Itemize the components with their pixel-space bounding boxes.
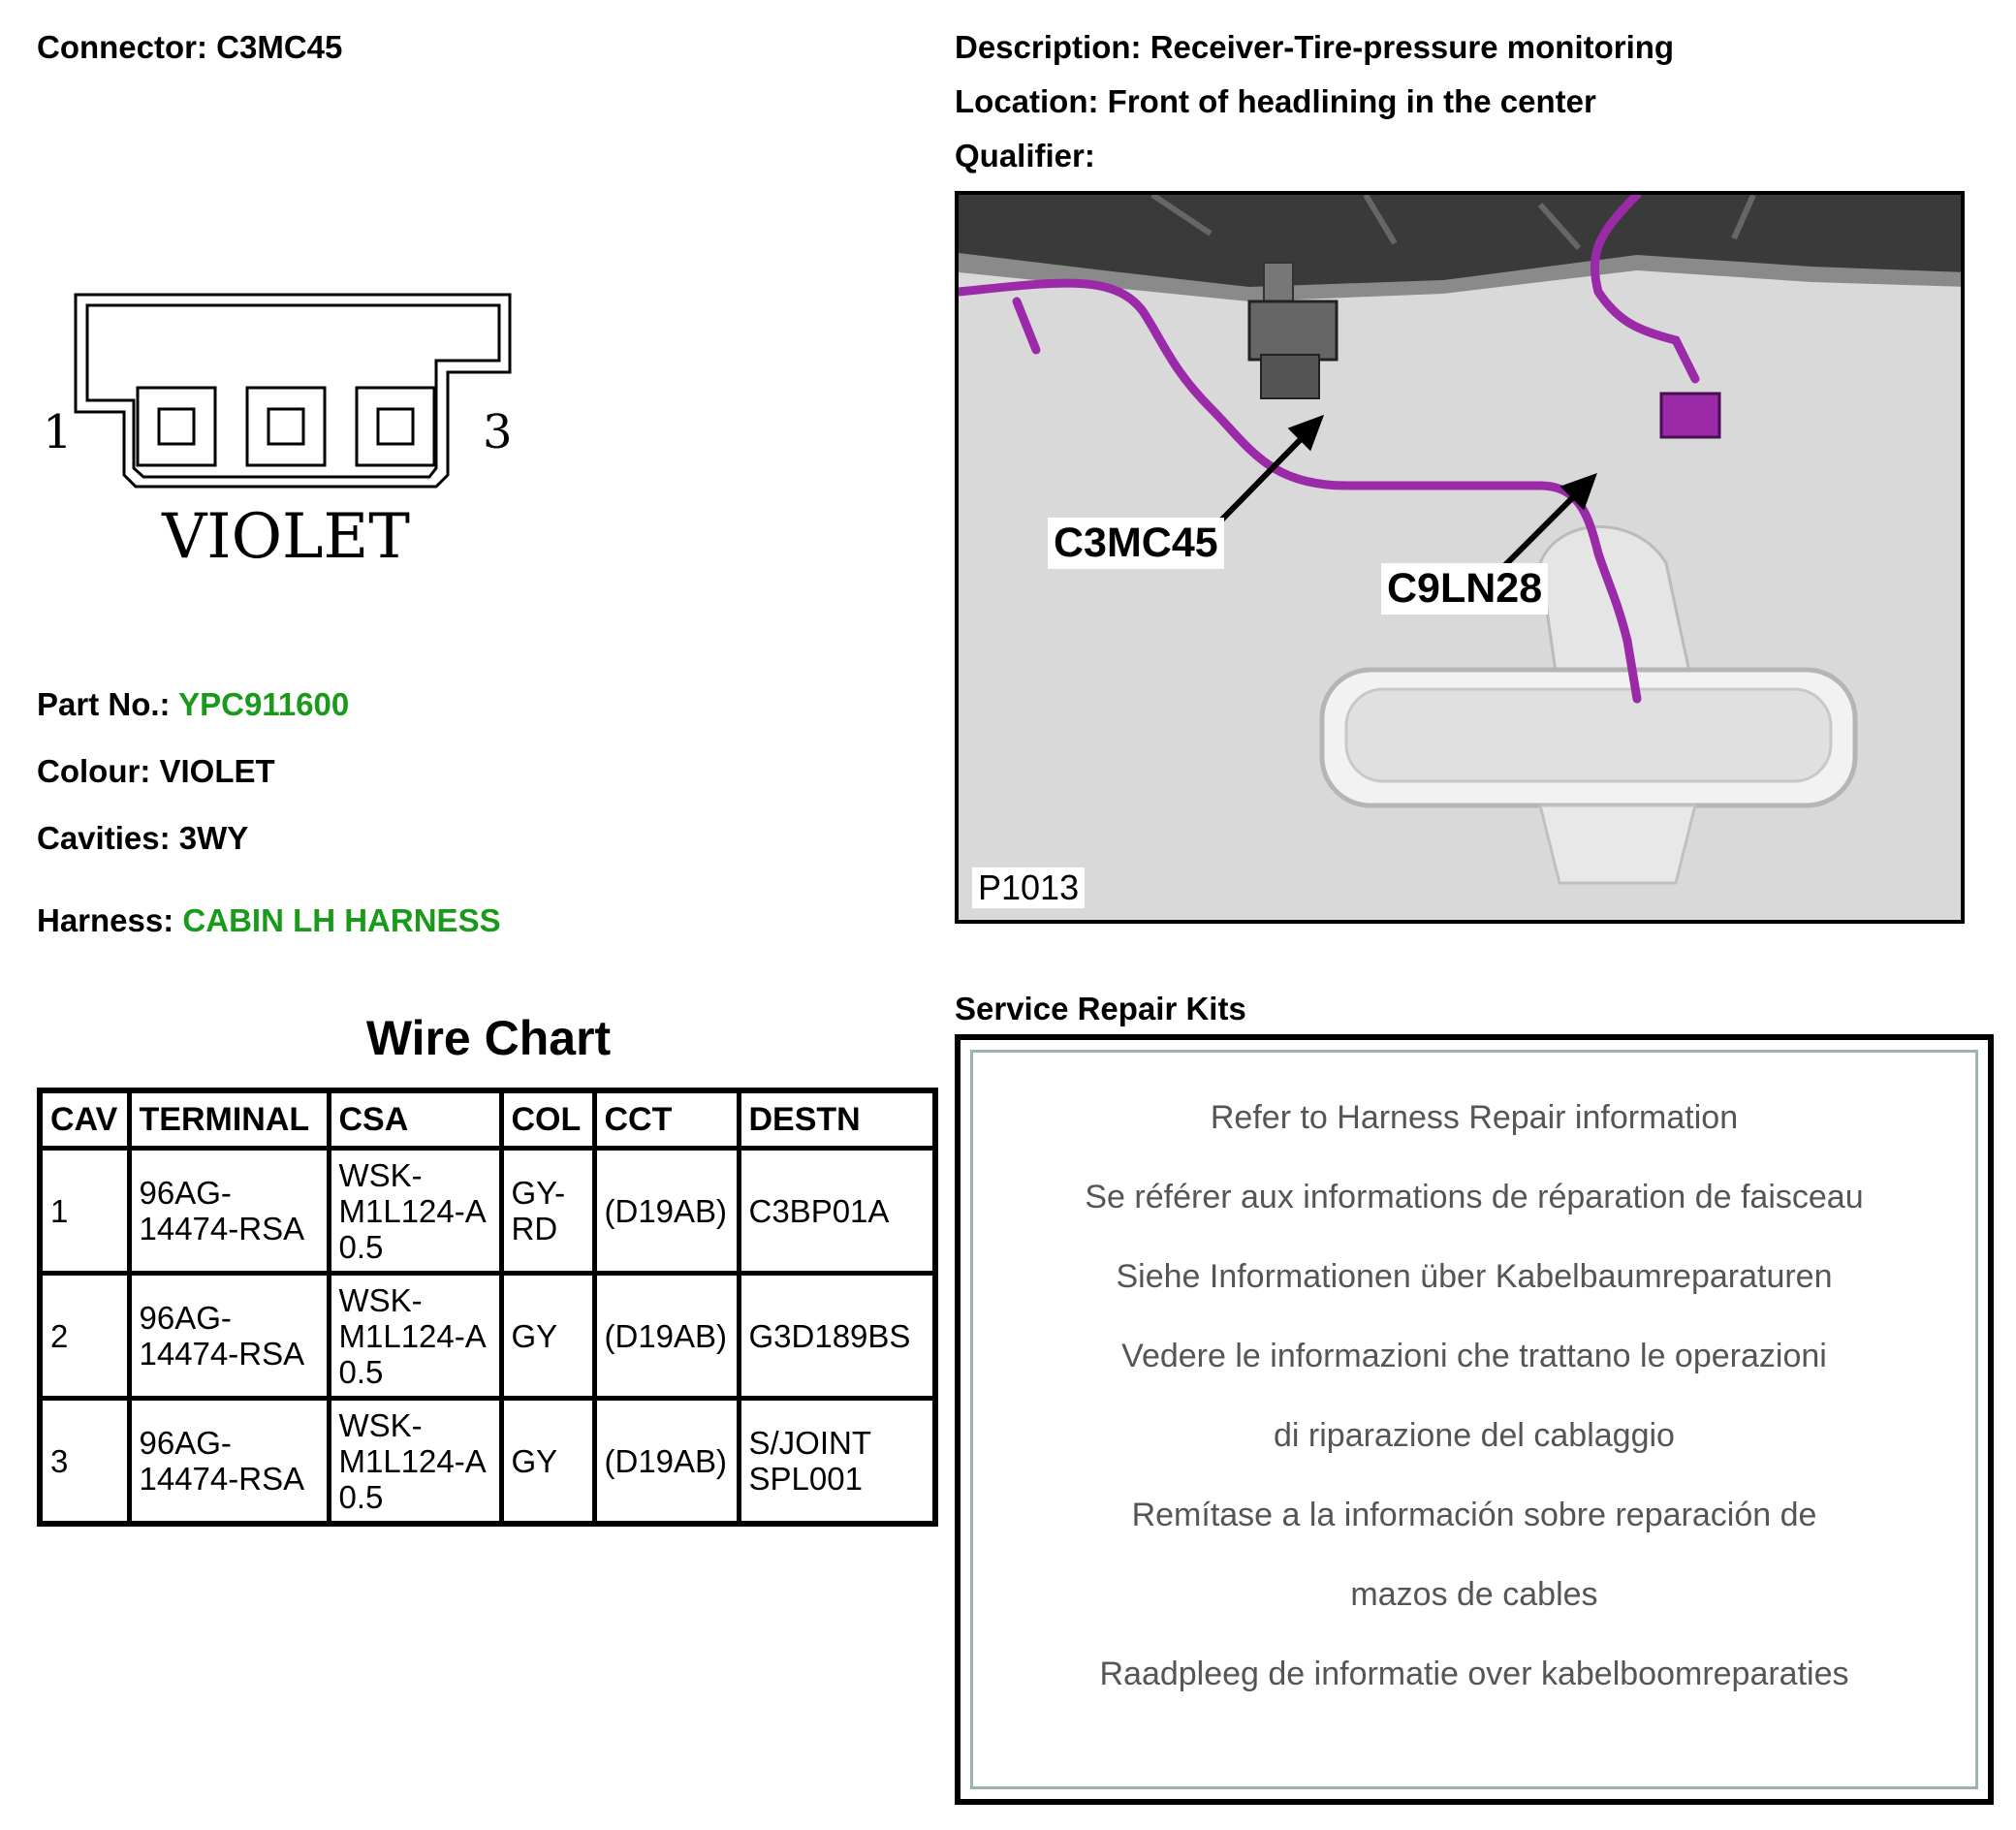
header-cav: CAV xyxy=(40,1090,129,1149)
location-value: Front of headlining in the center xyxy=(1107,83,1596,119)
csa-line: 0.5 xyxy=(338,1228,384,1265)
col-cell xyxy=(501,1149,594,1274)
cavities-line xyxy=(37,820,248,857)
cct-cell: (D19AB) xyxy=(594,1399,739,1525)
terminal-line: 14474-RSA xyxy=(139,1211,305,1246)
col-cell xyxy=(501,1399,594,1525)
header-terminal: TERMINAL xyxy=(129,1090,329,1149)
repair-info-line: Refer to Harness Repair information xyxy=(1210,1099,1739,1136)
cct-cell: (D19AB) xyxy=(594,1149,739,1274)
destn-line: S/JOINT xyxy=(748,1425,872,1461)
description-label: Description: xyxy=(955,29,1142,65)
location-label: Location: xyxy=(955,83,1099,119)
repair-info-line: di riparazione del cablaggio xyxy=(1274,1417,1675,1454)
repair-info-line: Siehe Informationen über Kabelbaumreparaturen xyxy=(1116,1258,1833,1295)
cav-cell: 3 xyxy=(40,1399,129,1525)
cavities-value: 3WY xyxy=(178,820,249,856)
terminal-cell xyxy=(129,1274,329,1399)
wire-chart-header-row xyxy=(40,1090,935,1149)
pin-1-label: 1 xyxy=(43,405,73,459)
col-cell xyxy=(501,1274,594,1399)
qualifier-line xyxy=(955,138,1095,174)
repair-kits-inner-frame xyxy=(970,1050,1978,1789)
csa-line: WSK- xyxy=(338,1156,423,1193)
part-no-link[interactable]: YPC911600 xyxy=(178,686,350,722)
destn-cell xyxy=(739,1149,935,1274)
col-line: GY xyxy=(511,1442,558,1479)
repair-kits-panel xyxy=(955,1034,1994,1805)
connector-value: C3MC45 xyxy=(216,29,343,65)
csa-line: M1L124-A xyxy=(338,1317,487,1354)
csa-cell xyxy=(329,1399,501,1525)
cavities-label: Cavities: xyxy=(37,820,171,856)
connector-line xyxy=(37,29,342,66)
destn-line: C3BP01A xyxy=(748,1192,890,1229)
header-csa: CSA xyxy=(329,1090,501,1149)
terminal-line: 96AG- xyxy=(139,1300,232,1336)
wire-chart-table xyxy=(37,1088,938,1527)
repair-info-line: Raadpleeg de informatie over kabelboomreparaties xyxy=(1099,1656,1849,1692)
colour-label: Colour: xyxy=(37,753,151,789)
header-cct: CCT xyxy=(594,1090,739,1149)
connector-face-diagram xyxy=(39,281,543,572)
description-line xyxy=(955,29,1674,66)
table-row xyxy=(40,1274,935,1399)
terminal-cell xyxy=(129,1149,329,1274)
callout-c3mc45: C3MC45 xyxy=(1048,518,1224,569)
figure-id: P1013 xyxy=(972,868,1085,908)
col-line: GY- xyxy=(511,1175,566,1211)
terminal-line: 96AG- xyxy=(139,1425,232,1461)
location-line xyxy=(955,83,1596,120)
cct-cell: (D19AB) xyxy=(594,1274,739,1399)
harness-link[interactable]: CABIN LH HARNESS xyxy=(182,902,501,938)
description-value: Receiver-Tire-pressure monitoring xyxy=(1150,29,1675,65)
csa-line: WSK- xyxy=(338,1406,423,1443)
csa-line: 0.5 xyxy=(338,1353,384,1390)
terminal-line: 14474-RSA xyxy=(139,1336,305,1372)
csa-cell xyxy=(329,1274,501,1399)
harness-line xyxy=(37,902,501,939)
callout-c9ln28: C9LN28 xyxy=(1381,563,1548,615)
wire-chart-title: Wire Chart xyxy=(365,1011,612,1065)
part-no-label: Part No.: xyxy=(37,686,171,722)
colour-value: VIOLET xyxy=(159,753,275,789)
terminal-line: 14474-RSA xyxy=(139,1461,305,1497)
pin-3-label: 3 xyxy=(483,405,513,459)
repair-kits-title: Service Repair Kits xyxy=(955,991,1246,1026)
repair-info-line: Se référer aux informations de réparation de faisceau xyxy=(1085,1179,1864,1215)
destn-line: G3D189BS xyxy=(748,1317,911,1354)
repair-info-line: mazos de cables xyxy=(1350,1576,1598,1613)
csa-line: 0.5 xyxy=(338,1478,384,1515)
header-col: COL xyxy=(501,1090,594,1149)
destn-cell xyxy=(739,1399,935,1525)
terminal-line: 96AG- xyxy=(139,1175,232,1211)
destn-cell xyxy=(739,1274,935,1399)
part-no-line xyxy=(37,686,349,723)
terminal-cell xyxy=(129,1399,329,1525)
header-destn: DESTN xyxy=(739,1090,935,1149)
connector-label: Connector: xyxy=(37,29,207,65)
repair-info-line: Remítase a la información sobre reparación de xyxy=(1131,1497,1817,1533)
cav-cell: 1 xyxy=(40,1149,129,1274)
destn-line: SPL001 xyxy=(748,1461,863,1497)
csa-cell xyxy=(329,1149,501,1274)
csa-line: M1L124-A xyxy=(338,1442,487,1479)
harness-label: Harness: xyxy=(37,902,174,938)
csa-line: M1L124-A xyxy=(338,1192,487,1229)
csa-line: WSK- xyxy=(338,1281,423,1318)
cav-cell: 2 xyxy=(40,1274,129,1399)
col-line: RD xyxy=(511,1211,558,1246)
table-row xyxy=(40,1149,935,1274)
col-line: GY xyxy=(511,1317,558,1354)
location-figure xyxy=(955,191,1965,924)
repair-info-line: Vedere le informazioni che trattano le operazioni xyxy=(1121,1338,1827,1374)
connector-colour-text: VIOLET xyxy=(162,501,410,572)
table-row xyxy=(40,1399,935,1525)
qualifier-label: Qualifier: xyxy=(955,138,1095,174)
colour-line xyxy=(37,753,275,790)
